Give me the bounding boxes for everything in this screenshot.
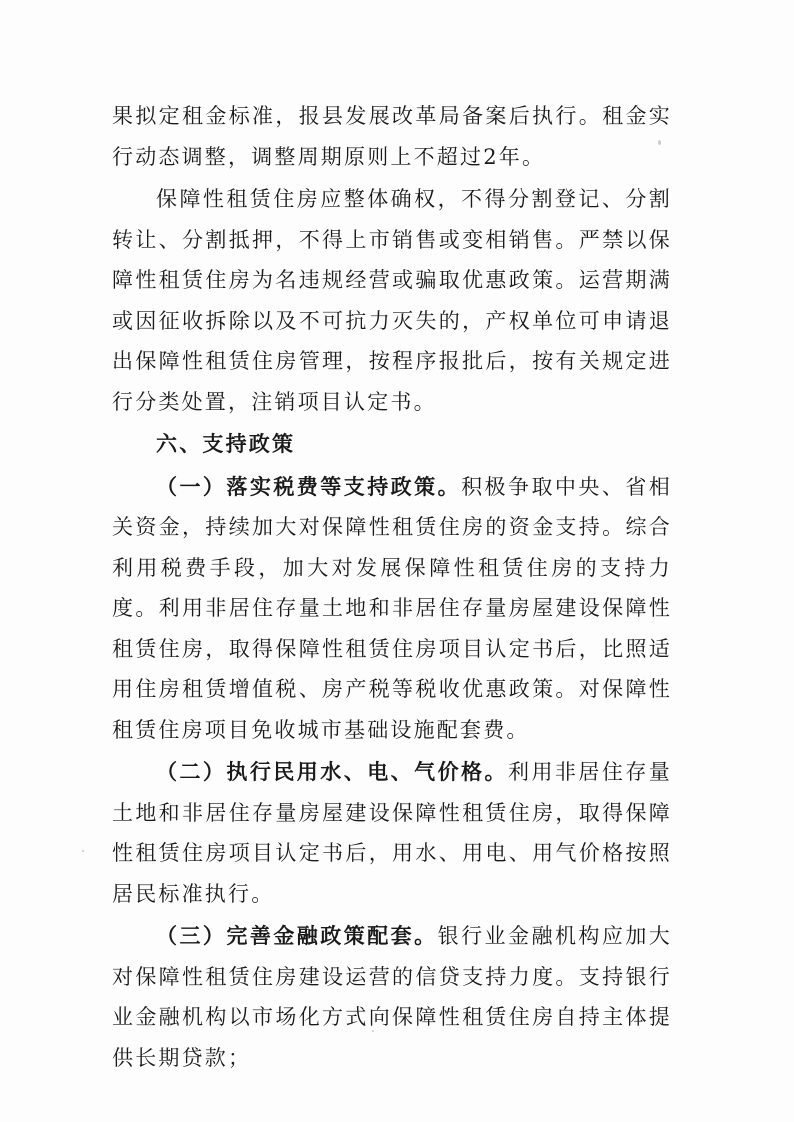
heading-text: 六、支持政策 [156,432,296,456]
paragraph-lead: （二）执行民用水、电、气价格。 [156,759,508,784]
paragraph-utility-prices [112,752,672,914]
paragraph-text: 果拟定租金标准，报县发展改革局备案后执行。租金实行动态调整，调整周期原则上不超过2年。 [112,104,672,169]
paragraph-text: 积极争取中央、省相关资金，持续加大对保障性租赁住房的资金支持。综合利用税费手段，加大对发展保障性租赁住房的支持力度。利用非居住存量土地和非居住存量房屋建设保障性租赁住房，取得保障性租赁住房项目认定书后，比照适用住房租赁增值税、房产税等税收优惠政策。对保障性租赁住房项目免收城市基础设施配套费。 [112,474,672,742]
paragraph-tax-support [112,467,672,751]
paragraph-text: 保障性租赁住房应整体确权，不得分割登记、分割转让、分割抵押，不得上市销售或变相销售。严禁以保障性租赁住房为名违规经营或骗取优惠政策。运营期满或因征收拆除以及不可抗力灭失的，产权单位可申请退出保障性租赁住房管理，按程序报批后，按有关规定进行分类处置，注销项目认定书。 [112,187,672,414]
paragraph-ownership-rules [112,179,672,422]
paragraph-text: 银行业金融机构应加大对保障性租赁住房建设运营的信贷支持力度。支持银行业金融机构以市场化方式向保障性租赁住房自持主体提供长期贷款； [112,924,673,1070]
section-heading-support-policies [112,424,672,465]
document-body [112,96,672,1078]
paragraph-lead: （一）落实税费等支持政策。 [156,473,462,499]
paragraph-text: 利用非居住存量土地和非居住存量房屋建设保障性租赁住房，取得保障性租赁住房项目认定书后，用水、用电、用气价格按照居民标准执行。 [112,760,672,906]
paragraph-rent-standard [112,96,672,177]
scan-speck [82,850,84,852]
paragraph-lead: （三）完善金融政策配套。 [156,923,438,948]
paragraph-finance-policy [112,916,672,1078]
